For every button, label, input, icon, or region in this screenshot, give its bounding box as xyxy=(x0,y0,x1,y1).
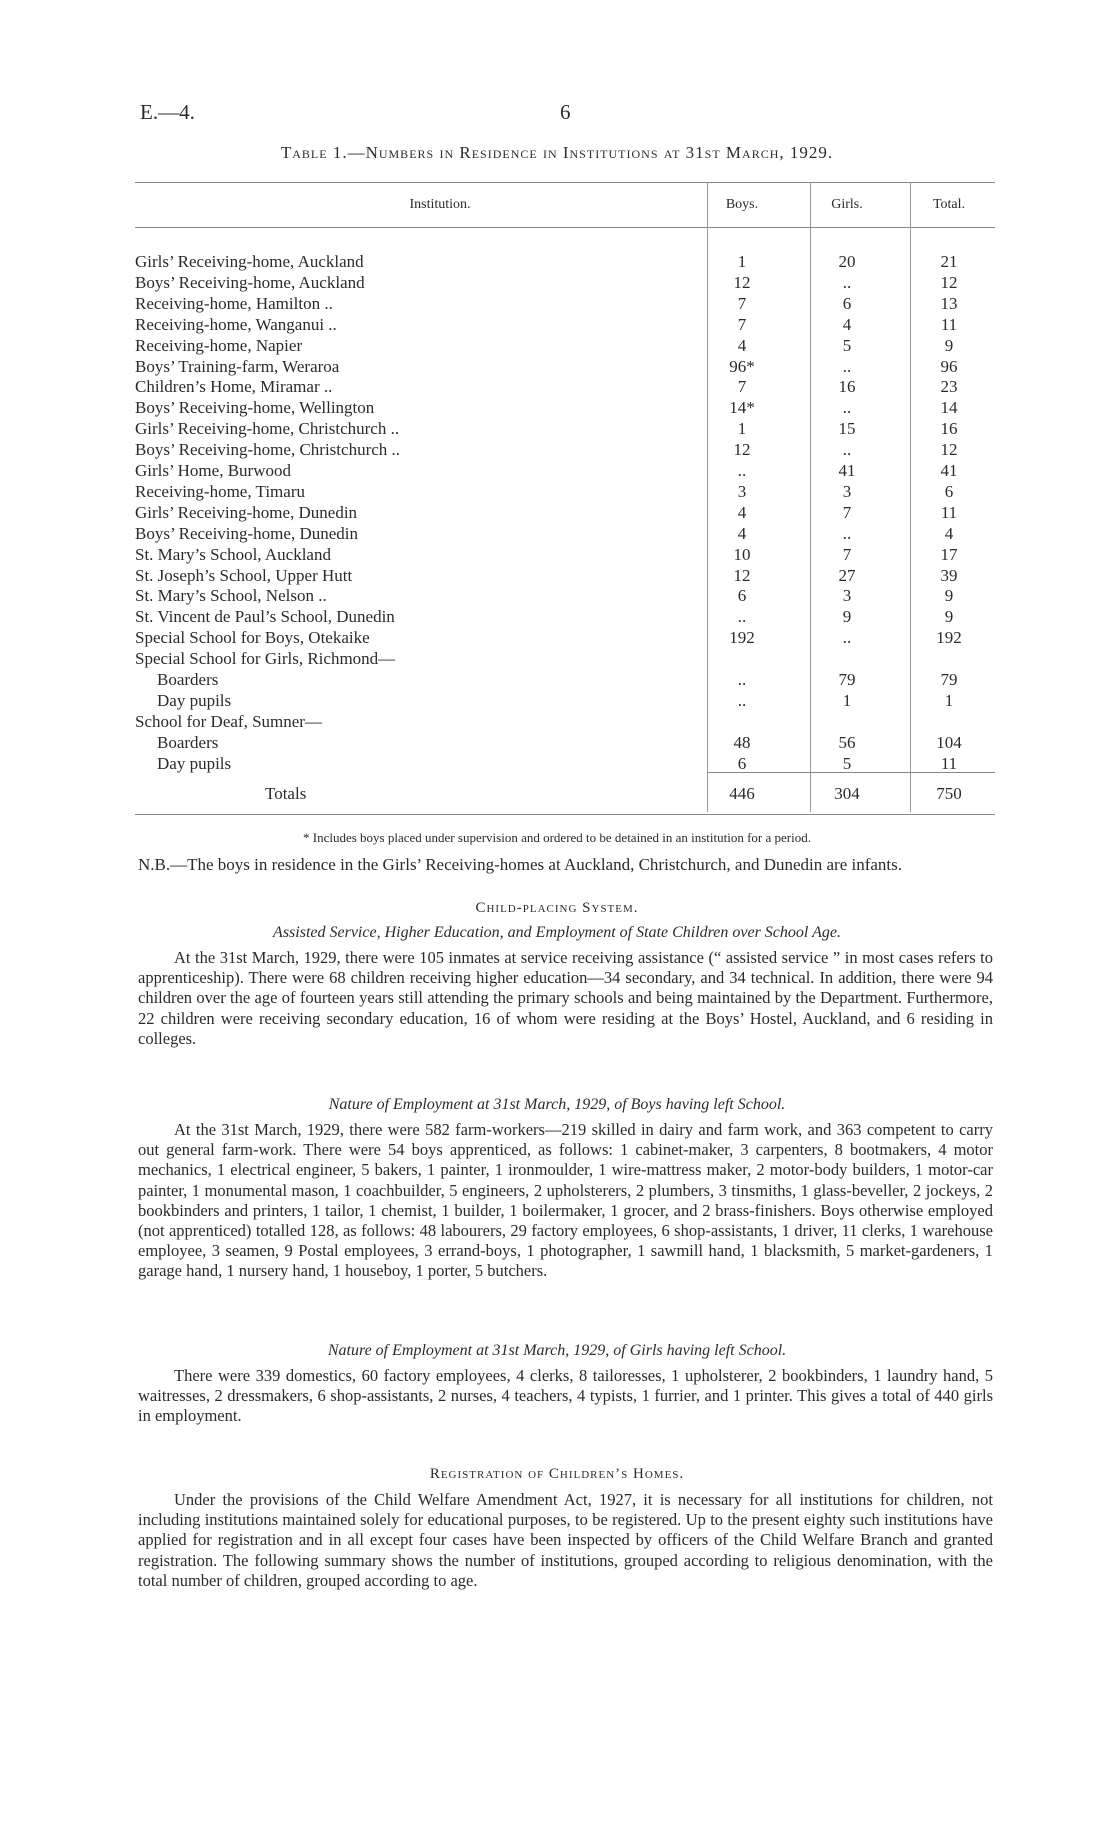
girls-value: .. xyxy=(842,523,852,543)
girls-value: 27 xyxy=(838,565,856,585)
totals-girls: 304 xyxy=(834,784,860,803)
girls-value: .. xyxy=(842,440,852,460)
girls-value: 3 xyxy=(842,586,852,606)
institution-name: Boys’ Receiving-home, Auckland xyxy=(135,272,365,292)
total-value: 12 xyxy=(940,440,958,460)
institution-name: School for Deaf, Sumner— xyxy=(135,711,322,731)
table-row xyxy=(135,398,995,418)
girls-value: 3 xyxy=(842,481,852,501)
table-row xyxy=(135,691,995,711)
total-value: 13 xyxy=(940,293,958,313)
institution-name: Day pupils xyxy=(157,690,232,710)
total-value: 11 xyxy=(940,502,958,522)
boys-value: 3 xyxy=(737,481,747,501)
girls-value: 9 xyxy=(842,607,852,627)
table-footnote: * Includes boys placed under supervision and ordered to be detained in an institution for a period. xyxy=(303,830,811,845)
girls-value: 7 xyxy=(842,502,852,522)
total-value: 192 xyxy=(936,628,962,648)
girls-value: .. xyxy=(842,356,852,376)
girls-value: 5 xyxy=(842,335,852,355)
table-row xyxy=(135,440,995,460)
girls-value: 1 xyxy=(842,690,852,710)
total-value: 96 xyxy=(940,356,958,376)
table-row xyxy=(135,649,995,669)
girls-value: 41 xyxy=(838,461,856,480)
institution-name: St. Vincent de Paul’s School, Dunedin xyxy=(135,607,395,627)
table-row xyxy=(135,524,995,544)
institution-name: Girls’ Receiving-home, Auckland xyxy=(135,252,364,271)
table-row xyxy=(135,566,995,586)
table-row xyxy=(135,607,995,627)
total-value: 23 xyxy=(940,377,958,397)
total-value: 104 xyxy=(936,732,962,752)
table-row xyxy=(135,545,995,565)
girls-value: .. xyxy=(842,272,852,292)
girls-value: .. xyxy=(842,398,852,418)
total-value: 11 xyxy=(940,314,958,334)
institution-name: Boarders xyxy=(157,732,219,752)
institution-name: St. Mary’s School, Nelson .. xyxy=(135,586,327,606)
table-title: Table 1.—Numbers in Residence in Institutions at 31st March, 1929. xyxy=(280,143,834,162)
table-row xyxy=(135,273,995,293)
total-value: 4 xyxy=(944,523,954,543)
table-row xyxy=(135,586,995,606)
boys-value: 4 xyxy=(737,502,747,522)
table-row xyxy=(135,482,995,502)
boys-value: 96* xyxy=(729,356,755,376)
paragraph-girls-employment: There were 339 domestics, 60 factory employees, 4 clerks, 8 tailoresses, 1 upholsterer, 2 bookbinders, 1 laundry hand, 5 waitresses, 2 dressmakers, 6 shop-assistants, 2 nurses, 4 teachers, 4 typists, 1 furrier, and 1 printer. This gives a total of 440 girls in employment. xyxy=(138,1366,993,1426)
total-value: 9 xyxy=(944,586,954,606)
table-row xyxy=(135,357,995,377)
institution-name: Day pupils xyxy=(157,753,232,773)
boys-value: 12 xyxy=(733,440,751,460)
subheading-boys-employment: Nature of Employment at 31st March, 1929, of Boys having left School. xyxy=(328,1096,786,1113)
institution-name: Boys’ Training-farm, Weraroa xyxy=(135,356,340,376)
total-value: 16 xyxy=(940,419,958,439)
total-value: 1 xyxy=(944,690,954,710)
girls-value: 5 xyxy=(842,753,852,773)
totals-label: Totals xyxy=(265,784,307,803)
boys-value: .. xyxy=(737,690,747,710)
institution-name: Boys’ Receiving-home, Dunedin xyxy=(135,523,359,543)
institution-name: Receiving-home, Hamilton .. xyxy=(135,293,333,313)
section-heading-registration: Registration of Children’s Homes. xyxy=(429,1466,685,1482)
institution-name: Receiving-home, Napier xyxy=(135,335,303,355)
paragraph-boys-employment: At the 31st March, 1929, there were 582 farm-workers—219 skilled in dairy and farm work, and 363 competent to carry out general farm-work. There were 54 boys apprenticed, as follows: 1 cabinet-maker, 3 carpenters, 8 bootmakers, 4 motor mechanics, 1 electrical engineer, 5 bakers, 1 painter, 1 ironmoulder, 1 wire-mattress maker, 2 motor-body builders, 1 motor-car painter, 1 monumental mason, 1 coachbuilder, 5 engineers, 2 upholsterers, 2 plumbers, 3 tinsmiths, 1 glass-beveller, 2 jockeys, 2 bookbinders and printers, 1 tailor, 1 chemist, 1 builder, 1 boilermaker, 1 grocer, and 2 brass-finishers. Boys otherwise employed (not apprenticed) totalled 128, as follows: 48 labourers, 29 factory employees, 6 shop-assistants, 1 driver, 11 clerks, 1 warehouse employee, 3 seamen, 9 Postal employees, 3 errand-boys, 1 photographer, 1 sawmill hand, 1 blacksmith, 5 market-gardeners, 1 garage hand, 1 nursery hand, 1 houseboy, 1 porter, 5 butchers. xyxy=(138,1120,993,1281)
table-row xyxy=(135,336,995,356)
paragraph-registration: Under the provisions of the Child Welfare Amendment Act, 1927, it is necessary for all institutions for children, not including institutions maintained solely for educational purposes, to be registered. Up to the present eighty such institutions have applied for registration and in all except four cases have been inspected by officers of the Child Welfare Branch and granted registration. The following summary shows the number of institutions, grouped according to religious denomination, with the total number of children, grouped according to age. xyxy=(138,1490,993,1590)
girls-value: 7 xyxy=(842,544,852,564)
table-row xyxy=(135,315,995,335)
boys-value: 12 xyxy=(733,272,751,292)
boys-value: 1 xyxy=(737,252,747,271)
table-row xyxy=(135,712,995,732)
boys-value: 1 xyxy=(737,419,747,439)
institution-name: Boys’ Receiving-home, Wellington xyxy=(135,398,375,418)
boys-value: 12 xyxy=(733,565,751,585)
table-row xyxy=(135,503,995,523)
girls-value: 56 xyxy=(838,732,856,752)
girls-value: 15 xyxy=(838,419,856,439)
section-heading-child-placing: Child-placing System. xyxy=(475,900,639,916)
total-value: 39 xyxy=(940,565,958,585)
girls-value: .. xyxy=(842,628,852,648)
table-row xyxy=(135,294,995,314)
total-value: 41 xyxy=(940,461,958,480)
institution-name: Girls’ Receiving-home, Christchurch .. xyxy=(135,419,400,439)
girls-value: 79 xyxy=(838,670,856,689)
table-row xyxy=(135,670,995,690)
totals-rule xyxy=(707,772,995,773)
total-value: 21 xyxy=(940,252,958,271)
total-value: 79 xyxy=(940,670,958,689)
institution-name: St. Joseph’s School, Upper Hutt xyxy=(135,565,353,585)
institution-name: Girls’ Receiving-home, Dunedin xyxy=(135,502,358,522)
total-value: 9 xyxy=(944,335,954,355)
boys-value: 192 xyxy=(729,628,755,648)
table-row xyxy=(135,628,995,648)
girls-value: 6 xyxy=(842,293,852,313)
table-row xyxy=(135,419,995,439)
boys-value: 6 xyxy=(737,586,747,606)
col-header-institution: Institution. xyxy=(409,197,471,212)
girls-value: 16 xyxy=(838,377,856,397)
table-row xyxy=(135,733,995,753)
institution-name: Girls’ Home, Burwood xyxy=(135,461,291,480)
col-header-total: Total. xyxy=(932,197,966,212)
institution-name: Receiving-home, Wanganui .. xyxy=(135,314,337,334)
document-reference: E.—4. xyxy=(140,100,195,124)
table-bottom-rule xyxy=(135,814,995,815)
boys-value: .. xyxy=(737,461,747,480)
total-value: 17 xyxy=(940,544,958,564)
boys-value: 48 xyxy=(733,732,751,752)
girls-value: 4 xyxy=(842,314,852,334)
boys-value: 4 xyxy=(737,335,747,355)
col-header-girls: Girls. xyxy=(831,197,863,212)
total-value: 9 xyxy=(944,607,954,627)
boys-value: 4 xyxy=(737,523,747,543)
boys-value: 6 xyxy=(737,753,747,773)
table-header-rule xyxy=(135,227,995,228)
table-row xyxy=(135,754,995,774)
boys-value: .. xyxy=(737,607,747,627)
page-number: 6 xyxy=(560,100,571,124)
totals-boys: 446 xyxy=(729,784,755,803)
boys-value: 7 xyxy=(737,314,747,334)
boys-value: 14* xyxy=(729,398,755,418)
subheading-girls-employment: Nature of Employment at 31st March, 1929, of Girls having left School. xyxy=(327,1342,787,1359)
institution-name: St. Mary’s School, Auckland xyxy=(135,544,331,564)
boys-value: 7 xyxy=(737,377,747,397)
total-value: 6 xyxy=(944,481,954,501)
col-header-boys: Boys. xyxy=(725,197,759,212)
nb-note: N.B.—The boys in residence in the Girls’ Receiving-homes at Auckland, Christchurch, and Dunedin are infants. xyxy=(138,855,903,874)
totals-total: 750 xyxy=(936,784,962,803)
table-row xyxy=(135,377,995,397)
institution-name: Boys’ Receiving-home, Christchurch .. xyxy=(135,440,401,460)
institution-name: Receiving-home, Timaru xyxy=(135,481,305,501)
institution-name: Boarders xyxy=(157,670,219,689)
boys-value: .. xyxy=(737,670,747,689)
institution-name: Special School for Boys, Otekaike xyxy=(135,628,370,648)
institution-name: Special School for Girls, Richmond— xyxy=(135,649,396,669)
boys-value: 7 xyxy=(737,293,747,313)
total-value: 11 xyxy=(940,753,958,773)
institution-name: Children’s Home, Miramar .. xyxy=(135,377,333,397)
paragraph-assisted-service: At the 31st March, 1929, there were 105 inmates at service receiving assistance (“ assisted service ” in most cases refers to apprenticeship). There were 68 children receiving higher education—34 secondary, and 34 technical. In addition, there were 94 children over the age of fourteen years still attending the primary schools and being maintained by the Department. Furthermore, 22 children were receiving secondary education, 16 of whom were residing at the Boys’ Hostel, Auckland, and 6 residing in colleges. xyxy=(138,948,993,1048)
girls-value: 20 xyxy=(838,252,856,271)
table-top-rule xyxy=(135,182,995,183)
table-row xyxy=(135,252,995,272)
table-row xyxy=(135,461,995,481)
totals-row xyxy=(135,784,995,804)
boys-value: 10 xyxy=(733,544,751,564)
total-value: 12 xyxy=(940,272,958,292)
total-value: 14 xyxy=(940,398,958,418)
subheading-assisted-service: Assisted Service, Higher Education, and Employment of State Children over School Age. xyxy=(273,924,841,941)
